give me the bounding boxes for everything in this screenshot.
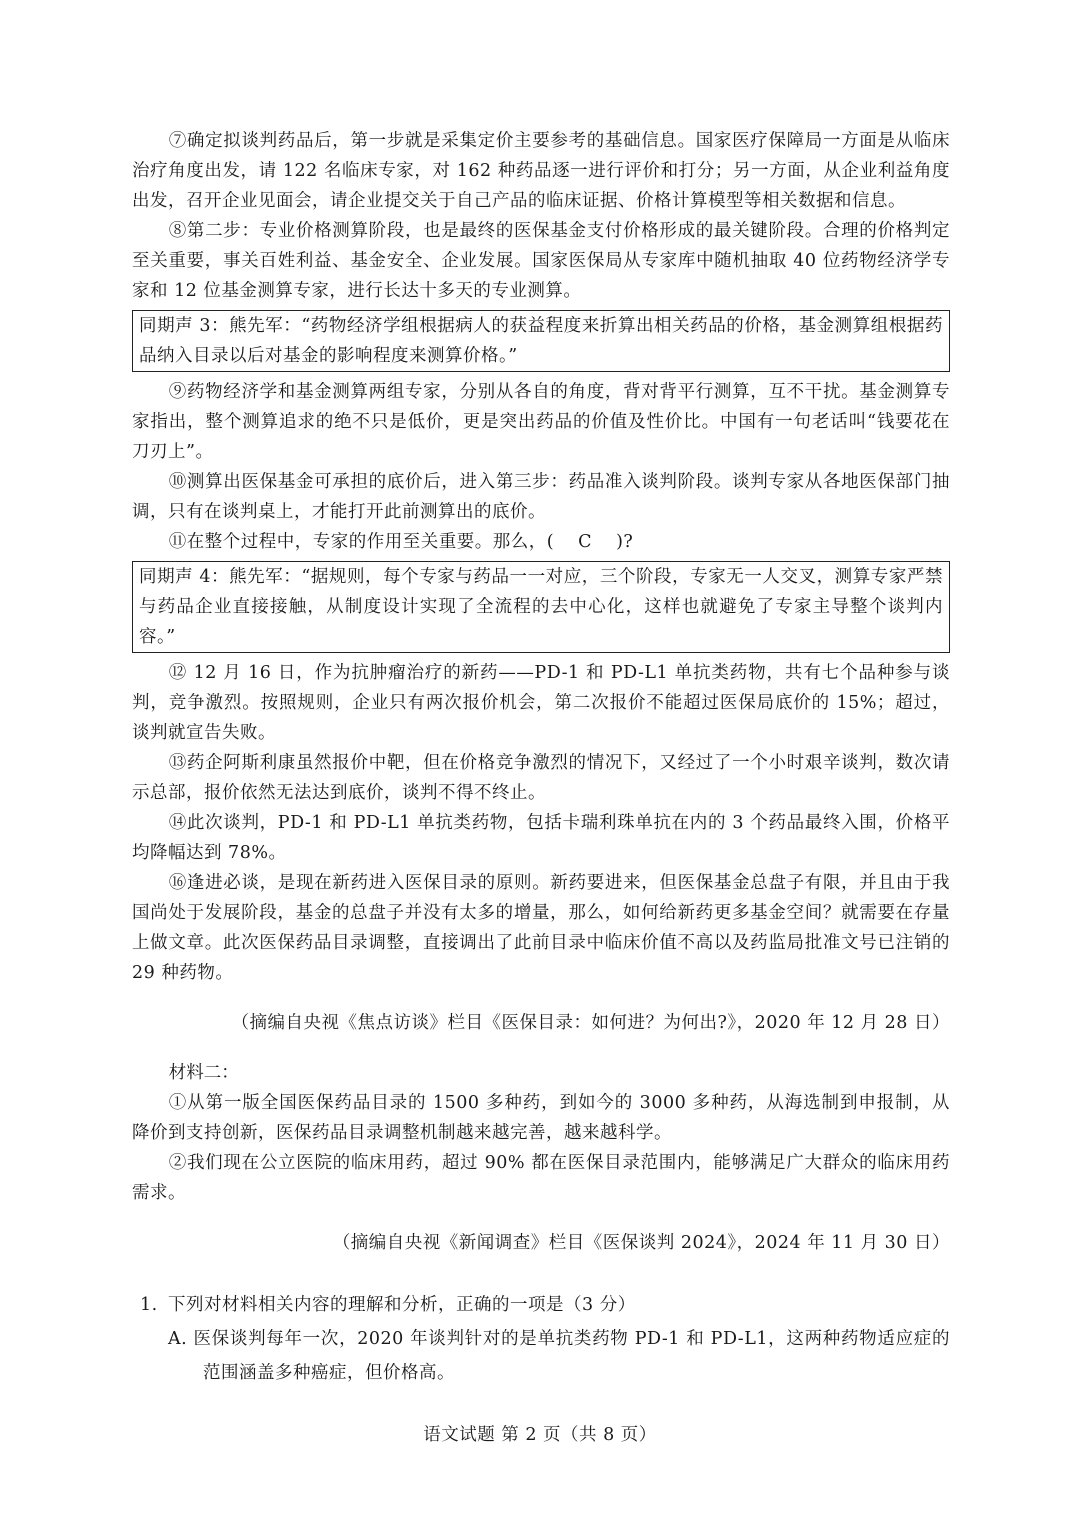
question-1-stem bbox=[140, 1288, 950, 1322]
paragraph-11: ⑪在整个过程中，专家的作用至关重要。那么，( C )? bbox=[168, 532, 634, 552]
material-two-source: （摘编自央视《新闻调查》栏目《医保谈判 2024》，2024 年 11 月 30 日） bbox=[332, 1233, 950, 1253]
paragraph-14: ⑭此次谈判，PD-1 和 PD-L1 单抗类药物，包括卡瑞利珠单抗在内的 3 个药品最终入围，价格平均降幅达到 78%。 bbox=[132, 813, 950, 863]
sound-bite-box-4: 同期声 4：熊先军：“据规则，每个专家与药品一一对应，三个阶段，专家无一人交叉，测算专家严禁与药品企业直接接触，从制度设计实现了全流程的去中心化，这样也就避免了专家主导整个谈判内容。” bbox=[132, 561, 950, 653]
paragraph-13: ⑬药企阿斯利康虽然报价中靶，但在价格竞争激烈的情况下，又经过了一个小时艰辛谈判，数次请示总部，报价依然无法达到底价，谈判不得不终止。 bbox=[132, 753, 950, 803]
paragraph-7: ⑦确定拟谈判药品后，第一步就是采集定价主要参考的基础信息。国家医疗保障局一方面是从临床治疗角度出发，请 122 名临床专家，对 162 种药品逐一进行评价和打分；另一方面，从企业利益角度出发，召开企业见面会，请企业提交关于自己产品的临床证据、价格计算模型等相关数据和信息。 bbox=[132, 131, 950, 211]
paragraph-16: ⑯逢进必谈，是现在新药进入医保目录的原则。新药要进来，但医保基金总盘子有限，并且由于我国尚处于发展阶段，基金的总盘子并没有太多的增量，那么，如何给新药更多基金空间？就需要在存量上做文章。此次医保药品目录调整，直接调出了此前目录中临床价值不高以及药监局批准文号已注销的 29 种药物。 bbox=[132, 873, 950, 983]
material-two-paragraph-1: ①从第一版全国医保药品目录的 1500 多种药，到如今的 3000 多种药，从海选制到申报制，从降价到支持创新，医保药品目录调整机制越来越完善，越来越科学。 bbox=[132, 1093, 950, 1143]
paragraph-10: ⑩测算出医保基金可承担的底价后，进入第三步：药品准入谈判阶段。谈判专家从各地医保部门抽调，只有在谈判桌上，才能打开此前测算出的底价。 bbox=[132, 472, 950, 522]
paragraph-8: ⑧第二步：专业价格测算阶段，也是最终的医保基金支付价格形成的最关键阶段。合理的价格判定至关重要，事关百姓利益、基金安全、企业发展。国家医保局从专家库中随机抽取 40 位药物经济学专家和 12 位基金测算专家，进行长达十多天的专业测算。 bbox=[132, 221, 950, 301]
question-1-option-a: A. 医保谈判每年一次，2020 年谈判针对的是单抗类药物 PD-1 和 PD-L1，这两种药物适应症的范围涵盖多种癌症，但价格高。 bbox=[168, 1329, 950, 1383]
material-two-paragraph-2: ②我们现在公立医院的临床用药，超过 90% 都在医保目录范围内，能够满足广大群众的临床用药需求。 bbox=[132, 1153, 950, 1203]
sound-bite-box-3: 同期声 3：熊先军：“药物经济学组根据病人的获益程度来折算出相关药品的价格，基金测算组根据药品纳入目录以后对基金的影响程度来测算价格。” bbox=[132, 310, 950, 372]
material-one-source: （摘编自央视《焦点访谈》栏目《医保目录：如何进？为何出?》，2020 年 12 月 28 日） bbox=[231, 1013, 950, 1033]
material-two-label: 材料二： bbox=[168, 1063, 239, 1083]
page-footer: 语文试题 第 2 页（共 8 页） bbox=[423, 1425, 657, 1445]
page-content bbox=[132, 126, 950, 1390]
question-text: 下列对材料相关内容的理解和分析，正确的一项是（3 分） bbox=[168, 1295, 636, 1315]
paragraph-12: ⑫ 12 月 16 日，作为抗肿瘤治疗的新药——PD-1 和 PD-L1 单抗类药物，共有七个品种参与谈判，竞争激烈。按照规则，企业只有两次报价机会，第二次报价不能超过医保局底价的 15%；超过，谈判就宣告失败。 bbox=[132, 663, 950, 743]
paragraph-9: ⑨药物经济学和基金测算两组专家，分别从各自的角度，背对背平行测算，互不干扰。基金测算专家指出，整个测算追求的绝不只是低价，更是突出药品的价值及性价比。中国有一句老话叫“钱要花在刀刃上”。 bbox=[132, 382, 950, 462]
question-number: 1. bbox=[140, 1295, 158, 1315]
